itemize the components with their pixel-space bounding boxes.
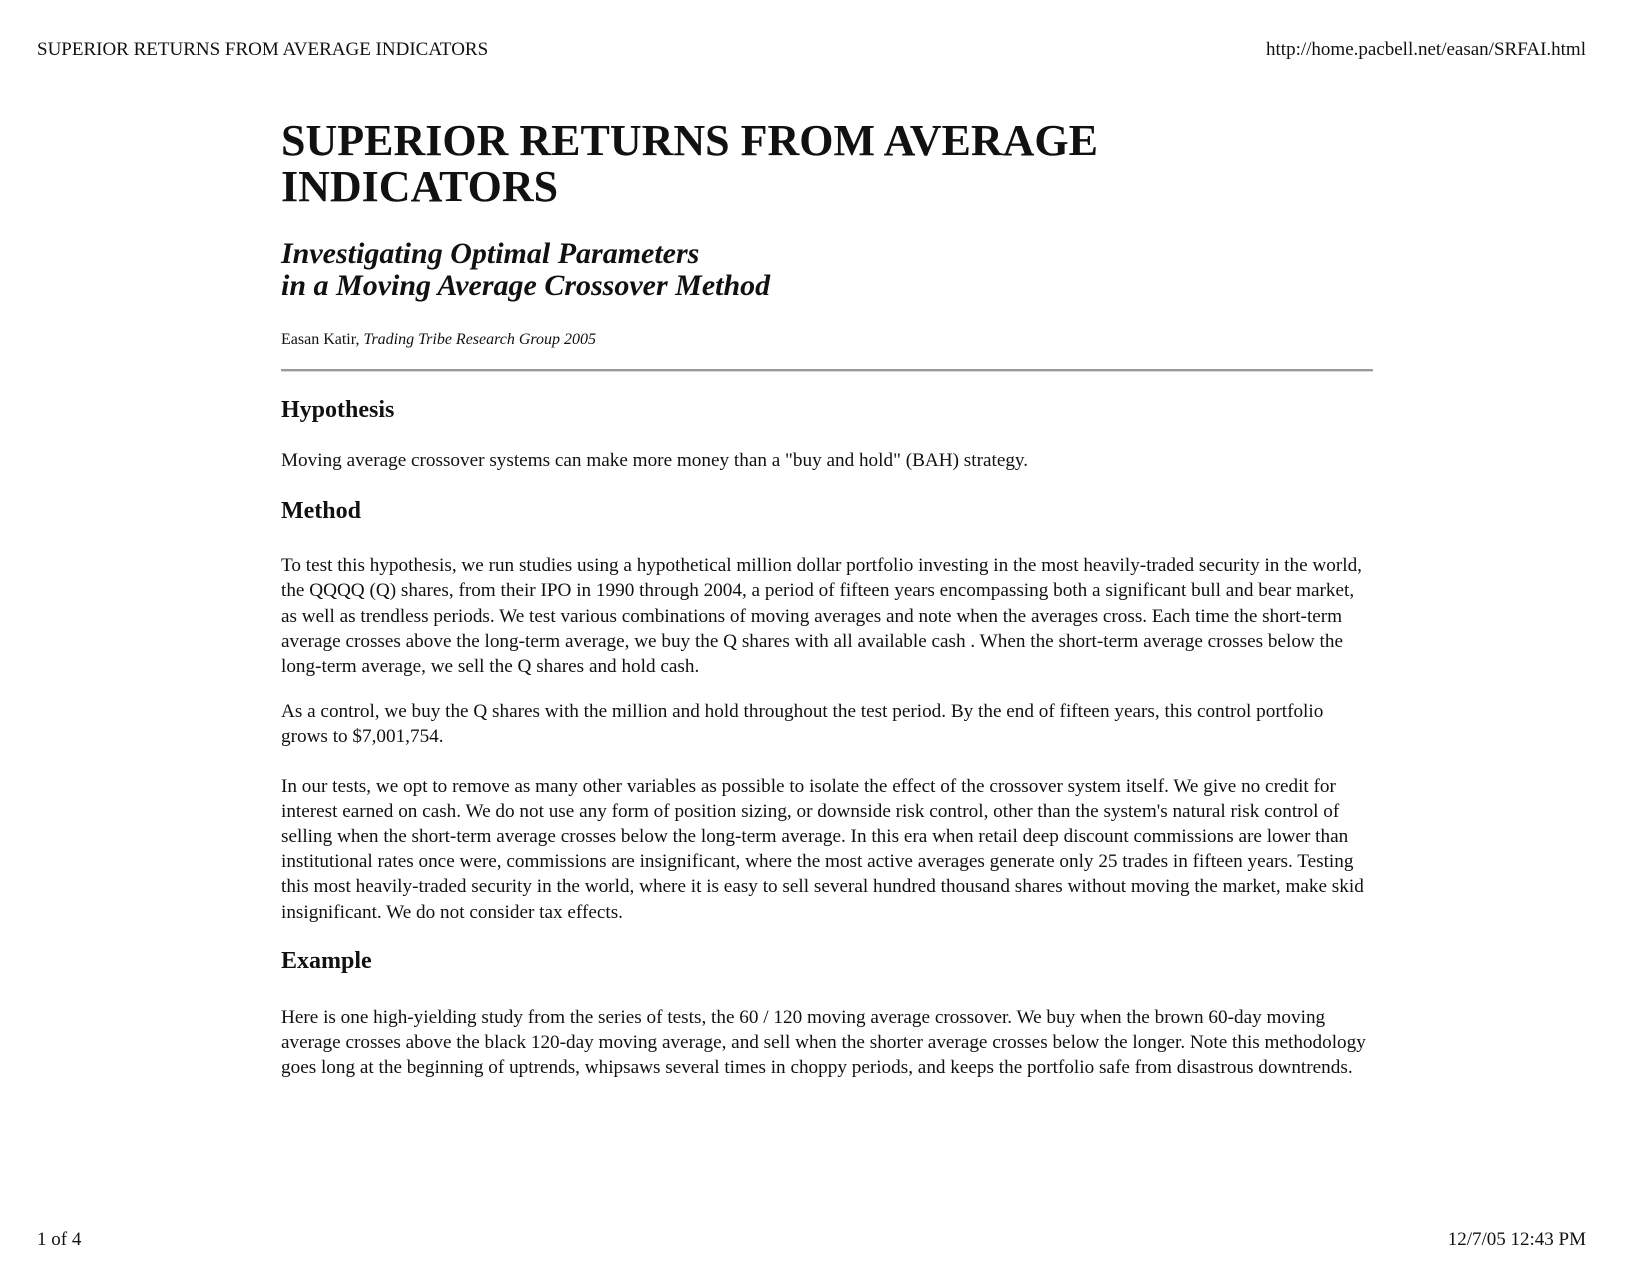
- author-name: Easan Katir,: [281, 331, 364, 348]
- heading-method: Method: [281, 498, 361, 525]
- print-timestamp: 12/7/05 12:43 PM: [1447, 1229, 1586, 1250]
- print-header-url: http://home.pacbell.net/easan/SRFAI.html: [1266, 39, 1586, 60]
- paragraph-method-3: In our tests, we opt to remove as many other variables as possible to isolate the effect of the crossover system itself. We give no credit for interest earned on cash. We do not use any form of position sizing, or downside risk control, other than the system's natural risk control of selling when the short-term average crosses below the long-term average. In this era when retail deep discount commissions are lower than institutional rates once were, commissions are insignificant, where the most active averages generate only 25 trades in fifteen years. Testing this most heavily-traded security in the world, where it is easy to sell several hundred thousand shares without moving the market, make skid insignificant. We do not consider tax effects.: [281, 775, 1364, 923]
- paragraph-method-2: As a control, we buy the Q shares with the million and hold throughout the test period. By the end of fifteen years, this control portfolio grows to $7,001,754.: [281, 701, 1324, 748]
- byline: [281, 330, 1373, 350]
- paragraph-hypothesis: Moving average crossover systems can make more money than a "buy and hold" (BAH) strategy.: [281, 450, 1029, 471]
- page-subtitle: [281, 238, 1373, 302]
- paragraph-example: Here is one high-yielding study from the series of tests, the 60 / 120 moving average crossover. We buy when the brown 60-day moving average crosses above the black 120-day moving average, and sell when the shorter average crosses below the longer. Note this methodology goes long at the beginning of uptrends, whipsaws several times in choppy periods, and keeps the portfolio safe from disastrous downtrends.: [281, 1006, 1366, 1079]
- page-title: SUPERIOR RETURNS FROM AVERAGE INDICATORS: [281, 116, 1098, 211]
- horizontal-rule: [281, 369, 1373, 372]
- heading-example: Example: [281, 947, 372, 974]
- subtitle-line-2: in a Moving Average Crossover Method: [281, 269, 771, 302]
- page-number: 1 of 4: [37, 1229, 82, 1250]
- paragraph-method-1: To test this hypothesis, we run studies using a hypothetical million dollar portfolio investing in the most heavily-traded security in the world, the QQQQ (Q) shares, from their IPO in 1990 through 2004, a period of fifteen years encompassing both a significant bull and bear market, as well as trendless periods. We test various combinations of moving averages and note when the averages cross. Each time the short-term average crosses above the long-term average, we buy the Q shares with all available cash . When the short-term average crosses below the long-term average, we sell the Q shares and hold cash.: [281, 555, 1362, 678]
- organization-name: Trading Tribe Research Group 2005: [363, 331, 597, 348]
- heading-hypothesis: Hypothesis: [281, 397, 395, 423]
- print-header-title: SUPERIOR RETURNS FROM AVERAGE INDICATORS: [37, 39, 489, 60]
- article-body: [281, 118, 1373, 1080]
- subtitle-line-1: Investigating Optimal Parameters: [281, 237, 700, 270]
